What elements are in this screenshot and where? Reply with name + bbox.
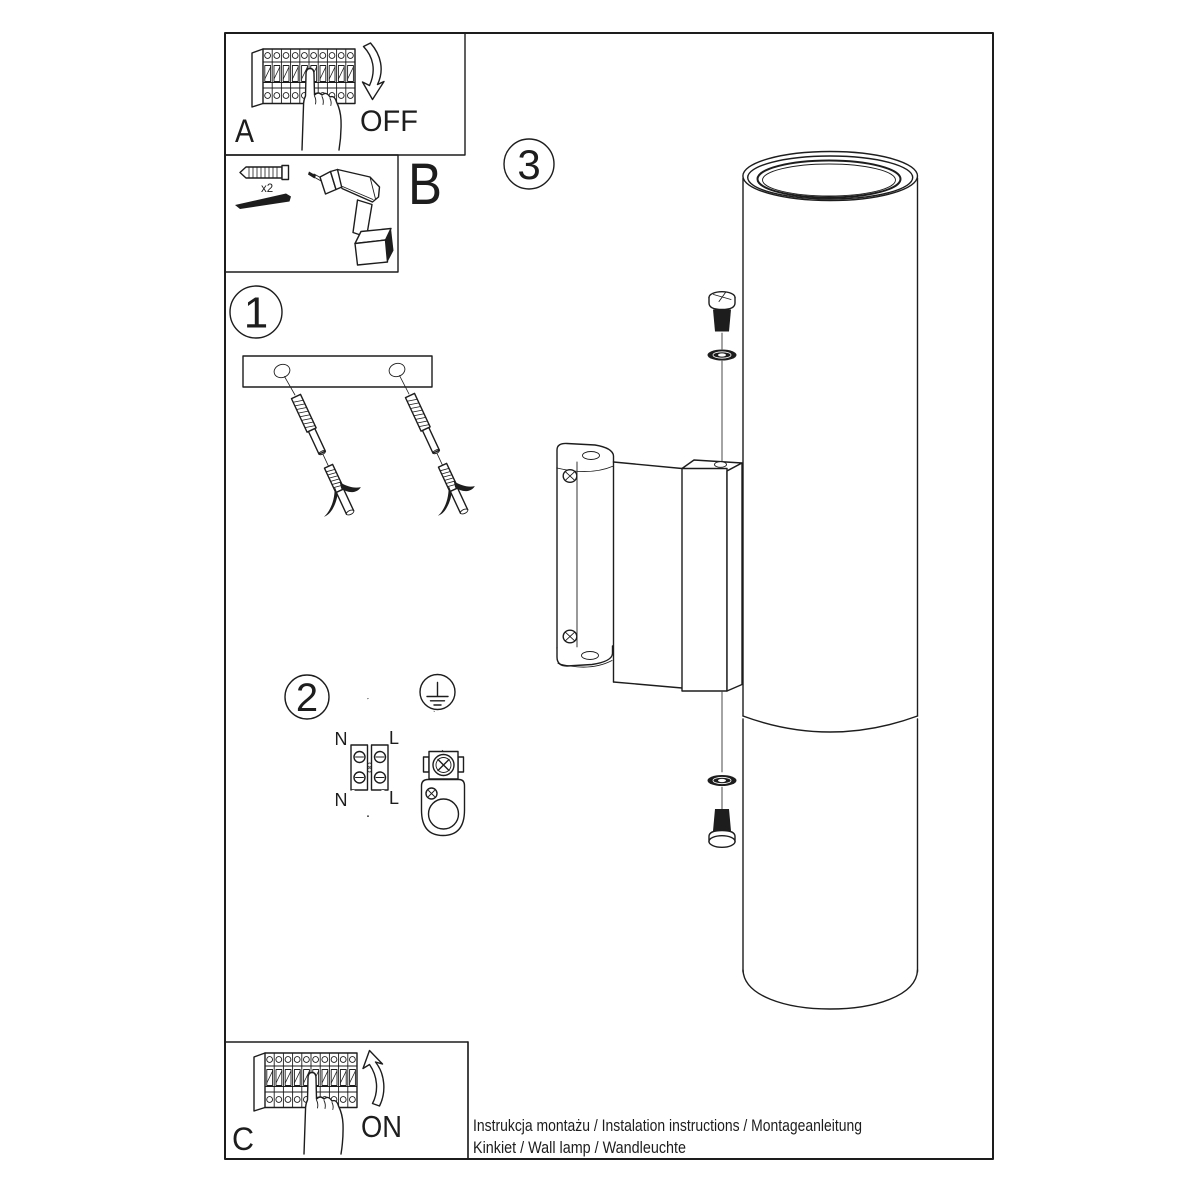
quantity-label: x2 [261,183,274,195]
terminal-l-out: L [388,788,400,808]
footer-title-line: Instrukcja montażu / Instalation instructions / Montageanleitung [473,1117,862,1135]
panel-b [235,152,442,265]
ground-symbol [420,675,455,710]
spacer-side-face [727,463,742,691]
lock-washer-bottom [708,775,737,786]
arrow-down-icon [363,43,385,100]
step-1 [230,286,484,525]
bracket-screw-top [563,470,577,483]
off-label: OFF [360,105,418,138]
arrow-up-icon [363,1051,384,1107]
panel-b-label: B [408,152,442,217]
drill-icon [308,170,394,266]
outer-frame [225,33,993,1159]
panel-c [232,1051,402,1158]
panel-c-label: C [232,1121,254,1157]
anchor-assembly-right [387,387,484,524]
wall-bracket [557,443,742,691]
spacer-front-face [682,469,727,692]
mounting-screw-top [708,292,737,461]
ground-wire [433,712,443,751]
mounting-hole-left [272,362,291,379]
step-1-number: 1 [243,288,269,338]
terminal-l-in: L [388,728,400,748]
on-label: ON [361,1109,402,1144]
terminal-n-out: N [334,790,348,810]
step-3-number: 3 [517,141,541,188]
mounting-screw-bottom [708,692,737,847]
outgoing-cable [353,790,383,853]
terminal-block [351,745,388,790]
panel-a [235,43,418,150]
bracket-screw-bottom [563,630,577,643]
footer [468,1042,862,1159]
panel-a-label: A [235,113,255,149]
mounting-hole-right [387,361,406,378]
supply-cable [352,663,385,745]
step-2-number: 2 [295,676,319,720]
panel-a-box [225,33,465,155]
step-2 [285,663,465,853]
wall-plug-icon [240,166,289,180]
breaker-with-hand-c [254,1053,357,1154]
anchor-assembly-left [273,388,370,525]
footer-product-line: Kinkiet / Wall lamp / Wandleuchte [473,1139,686,1157]
ground-connector [422,752,465,836]
terminal-n-in: N [334,729,348,749]
screw-icon [235,194,291,210]
lock-washer-top [708,350,737,361]
mounting-strip [243,356,432,387]
breaker-with-hand-a [252,49,355,150]
step-3 [504,139,918,1009]
lamp-body [743,152,918,1010]
